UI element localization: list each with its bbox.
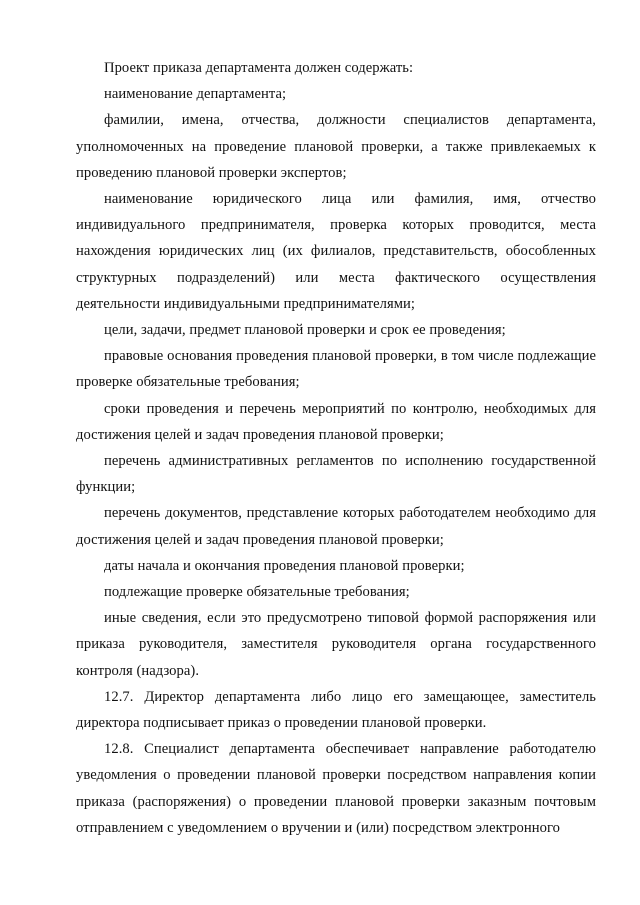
paragraph-documents: перечень документов, представление которых работодателем необходимо для достижения целей и задач проведения плановой проверки; bbox=[76, 505, 596, 548]
paragraph-12-7: 12.7. Директор департамента либо лицо его замещающее, заместитель директора подписывает приказ о проведении плановой проверки. bbox=[76, 688, 596, 732]
paragraph-requirements: подлежащие проверке обязательные требования; bbox=[104, 584, 410, 601]
paragraph-other-info: иные сведения, если это предусмотрено типовой формой распоряжения или приказа руководителя, заместителя руководителя органа государственного контроля (надзора). bbox=[76, 610, 596, 679]
paragraph-intro: Проект приказа департамента должен содержать: bbox=[104, 60, 414, 76]
paragraph-specialists: фамилии, имена, отчества, должности специалистов департамента, уполномоченных на проведение плановой проверки, а также привлекаемых к проведению плановой проверки экспертов; bbox=[76, 112, 596, 181]
paragraph-regulations: перечень административных регламентов по исполнению государственной функции; bbox=[76, 453, 596, 496]
paragraph-department-name: наименование департамента; bbox=[104, 86, 287, 103]
paragraph-dates: даты начала и окончания проведения плановой проверки; bbox=[104, 557, 465, 574]
paragraph-goals: цели, задачи, предмет плановой проверки и срок ее проведения; bbox=[104, 322, 506, 339]
document-body bbox=[76, 55, 596, 841]
paragraph-legal-basis: правовые основания проведения плановой проверки, в том числе подлежащие проверке обязательные требования; bbox=[76, 348, 596, 391]
paragraph-entity-name: наименование юридического лица или фамилия, имя, отчество индивидуального предпринимателя, проверка которых проводится, места нахождения юридических лиц (их филиалов, представительств, обособленных структурных подразделений) или места фактического осуществления деятельности индивидуальными предпринимателями; bbox=[76, 191, 596, 312]
paragraph-12-8: 12.8. Специалист департамента обеспечивает направление работодателю уведомления о проведении плановой проверки посредством направления копии приказа (распоряжения) о проведении плановой проверки заказным почтовым отправлением с уведомлением о вручении и (или) посредством электронного bbox=[76, 741, 596, 836]
paragraph-terms: сроки проведения и перечень мероприятий по контролю, необходимых для достижения целей и задач проведения плановой проверки; bbox=[76, 400, 596, 443]
